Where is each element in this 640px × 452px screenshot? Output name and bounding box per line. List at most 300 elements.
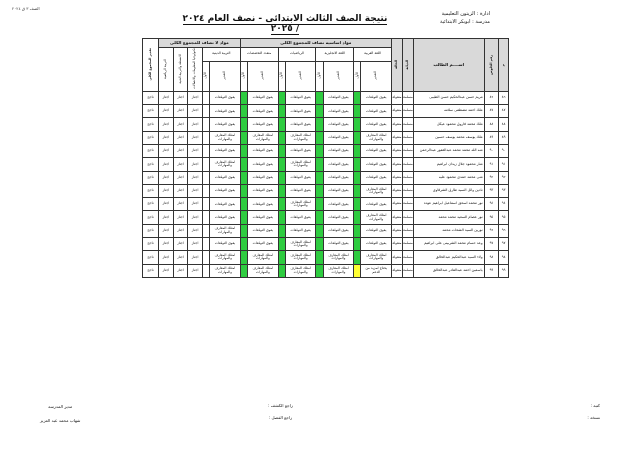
- table-row: [143, 211, 509, 224]
- row-arabic-level-cell: [354, 145, 361, 158]
- row-status-cell: منقولة: [391, 224, 402, 237]
- row-seat-cell: ٩٠: [484, 145, 499, 158]
- row-ict-cell: اجتاز: [188, 264, 203, 277]
- row-index-cell: ٩٢: [499, 171, 509, 184]
- row-arabic-level-cell: [354, 251, 361, 264]
- footer-copied-by: نسخه :: [587, 415, 600, 420]
- row-sport-cell: اجتاز: [159, 224, 174, 237]
- row-english-level-cell: [316, 184, 323, 197]
- row-discover-level-cell: [240, 238, 247, 251]
- table-row: [143, 118, 509, 131]
- row-art-cell: اجتاز: [173, 171, 188, 184]
- row-english-level-cell: [316, 118, 323, 131]
- vert-head-sport-label: التربية الرياضية: [163, 58, 168, 79]
- row-discover-grade-cell: يفوق التوقعات: [248, 238, 278, 251]
- row-religion-grade-cell: يفوق التوقعات: [210, 118, 240, 131]
- results-table: [142, 38, 509, 278]
- row-arabic-grade-cell: يفوق التوقعات: [361, 105, 391, 118]
- row-english-grade-cell: يفوق التوقعات: [323, 145, 353, 158]
- row-religion-grade-cell: يفوق التوقعات: [210, 198, 240, 211]
- total-grade-label: تقدير المجموع الكلى: [147, 48, 152, 81]
- row-discover-grade-cell: يفوق التوقعات: [248, 105, 278, 118]
- row-index-cell: ٩٦: [499, 224, 509, 237]
- row-seat-cell: ٩٤: [484, 198, 499, 211]
- row-discover-grade-cell: امتلك المعارف والمهارات: [248, 131, 278, 144]
- col-religion-head: [402, 39, 413, 92]
- row-math-level-cell: [278, 118, 285, 131]
- row-name-cell: ياسمين احمد عبدالقادر عبدالخالق: [413, 264, 484, 277]
- table-row: [143, 145, 509, 158]
- sub-first-head: [316, 61, 323, 91]
- col-index-head: [499, 39, 509, 92]
- row-religion-grade-cell: امتلك المعارف والمهارات: [210, 131, 240, 144]
- table-row: [143, 224, 509, 237]
- col-name-head: اســــم الطالب: [413, 39, 484, 92]
- row-total-cell: ناجح: [143, 145, 159, 158]
- table-row: [143, 251, 509, 264]
- row-discover-level-cell: [240, 91, 247, 104]
- row-english-level-cell: [316, 264, 323, 277]
- row-seat-cell: ٩٩: [484, 264, 499, 277]
- col-status-head: [391, 39, 402, 92]
- row-name-cell: ملك احمد مصطفى سلامه: [413, 105, 484, 118]
- sub-first-head: [278, 61, 285, 91]
- subject-discover-head: متعدد التخصصات: [240, 48, 278, 62]
- row-religion-level-cell: [202, 211, 209, 224]
- row-religion-cell: مسلمة: [402, 264, 413, 277]
- row-status-cell: منقولة: [391, 145, 402, 158]
- row-total-cell: ناجح: [143, 211, 159, 224]
- row-art-cell: اجتاز: [173, 251, 188, 264]
- row-art-cell: اجتاز: [173, 91, 188, 104]
- row-english-grade-cell: يفوق التوقعات: [323, 224, 353, 237]
- row-arabic-grade-cell: يفوق التوقعات: [361, 224, 391, 237]
- row-sport-cell: اجتاز: [159, 264, 174, 277]
- row-status-cell: منقولة: [391, 184, 402, 197]
- col-index-label: م: [500, 63, 505, 67]
- row-religion-grade-cell: يفوق التوقعات: [210, 91, 240, 104]
- row-religion-cell: مسلمة: [402, 118, 413, 131]
- row-religion-level-cell: [202, 224, 209, 237]
- row-name-cell: منه الله محمد محمد عبدالغفور عبدالرحمن: [413, 145, 484, 158]
- row-english-grade-cell: يفوق التوقعات: [323, 105, 353, 118]
- row-religion-grade-cell: امتلك المعارف والمهارات: [210, 224, 240, 237]
- row-religion-cell: مسلمة: [402, 145, 413, 158]
- row-math-grade-cell: يفوق التوقعات: [285, 224, 315, 237]
- row-name-cell: منى محمد حمدى محمود عليه: [413, 171, 484, 184]
- row-arabic-level-cell: [354, 198, 361, 211]
- sub-grade-head: [248, 61, 278, 91]
- header-info: [440, 10, 490, 26]
- row-discover-level-cell: [240, 264, 247, 277]
- row-total-cell: ناجح: [143, 198, 159, 211]
- row-religion-cell: مسلمة: [402, 184, 413, 197]
- row-religion-level-cell: [202, 171, 209, 184]
- row-total-cell: ناجح: [143, 91, 159, 104]
- row-math-grade-cell: امتلك المعارف والمهارات: [285, 158, 315, 171]
- table-head: [143, 39, 509, 92]
- row-math-level-cell: [278, 145, 285, 158]
- row-math-level-cell: [278, 264, 285, 277]
- row-index-cell: ٩٠: [499, 145, 509, 158]
- row-arabic-grade-cell: امتلك المعارف والمهارات: [361, 131, 391, 144]
- row-math-grade-cell: امتلك المعارف والمهارات: [285, 198, 315, 211]
- row-math-grade-cell: يفوق التوقعات: [285, 105, 315, 118]
- row-arabic-level-cell: [354, 264, 361, 277]
- row-seat-cell: ٩٧: [484, 238, 499, 251]
- row-discover-grade-cell: يفوق التوقعات: [248, 198, 278, 211]
- row-seat-cell: ٩٨: [484, 251, 499, 264]
- row-religion-level-cell: [202, 158, 209, 171]
- row-english-level-cell: [316, 131, 323, 144]
- row-english-grade-cell: يفوق التوقعات: [323, 131, 353, 144]
- row-religion-cell: مسلمة: [402, 131, 413, 144]
- row-seat-cell: ٨٦: [484, 91, 499, 104]
- sub-grade-label: التقدير: [260, 71, 265, 80]
- row-english-grade-cell: يفوق التوقعات: [323, 198, 353, 211]
- row-sport-cell: اجتاز: [159, 251, 174, 264]
- row-status-cell: منقولة: [391, 118, 402, 131]
- sub-first-label: الأول: [354, 72, 359, 79]
- sub-first-label: الأول: [203, 72, 208, 79]
- table-row: [143, 198, 509, 211]
- page-label: الصف ٣ ق ٢٠٢٤: [12, 6, 40, 11]
- row-ict-cell: اجتاز: [188, 211, 203, 224]
- group-basic-head: مواد اساسية تضاف للمجموع الكلى: [240, 39, 391, 48]
- row-arabic-level-cell: [354, 238, 361, 251]
- row-total-cell: ناجح: [143, 118, 159, 131]
- row-arabic-grade-cell: امتلك المعارف والمهارات: [361, 251, 391, 264]
- row-religion-cell: مسلمة: [402, 198, 413, 211]
- row-math-level-cell: [278, 158, 285, 171]
- row-religion-cell: مسلمة: [402, 238, 413, 251]
- row-ict-cell: اجتاز: [188, 251, 203, 264]
- row-religion-level-cell: [202, 184, 209, 197]
- row-arabic-grade-cell: يفوق التوقعات: [361, 158, 391, 171]
- row-seat-cell: ٨٩: [484, 131, 499, 144]
- row-art-cell: اجتاز: [173, 118, 188, 131]
- row-math-level-cell: [278, 171, 285, 184]
- total-grade-head: [143, 39, 159, 92]
- row-discover-grade-cell: يفوق التوقعات: [248, 171, 278, 184]
- row-math-grade-cell: يفوق التوقعات: [285, 145, 315, 158]
- row-arabic-level-cell: [354, 91, 361, 104]
- row-religion-grade-cell: امتلك المعارف والمهارات: [210, 251, 240, 264]
- row-ict-cell: اجتاز: [188, 158, 203, 171]
- row-english-grade-cell: يفوق التوقعات: [323, 158, 353, 171]
- row-ict-cell: اجتاز: [188, 145, 203, 158]
- row-math-level-cell: [278, 224, 285, 237]
- sub-grade-head: [323, 61, 353, 91]
- row-status-cell: منقولة: [391, 158, 402, 171]
- row-religion-cell: مسلمة: [402, 171, 413, 184]
- row-religion-level-cell: [202, 198, 209, 211]
- row-discover-level-cell: [240, 145, 247, 158]
- table-row: [143, 91, 509, 104]
- row-seat-cell: ٩٥: [484, 211, 499, 224]
- row-discover-level-cell: [240, 251, 247, 264]
- row-math-grade-cell: يفوق التوقعات: [285, 211, 315, 224]
- row-english-level-cell: [316, 224, 323, 237]
- row-english-grade-cell: يفوق التوقعات: [323, 171, 353, 184]
- vert-head-art-label: الانشطة والتربية الفنية: [177, 53, 182, 84]
- row-english-level-cell: [316, 198, 323, 211]
- row-sport-cell: اجتاز: [159, 131, 174, 144]
- footer-middle: [268, 400, 293, 424]
- row-religion-cell: مسلمة: [402, 158, 413, 171]
- row-index-cell: ٩٨: [499, 251, 509, 264]
- row-discover-level-cell: [240, 158, 247, 171]
- row-seat-cell: ٨٨: [484, 118, 499, 131]
- row-discover-grade-cell: يفوق التوقعات: [248, 91, 278, 104]
- row-arabic-level-cell: [354, 224, 361, 237]
- row-religion-grade-cell: يفوق التوقعات: [210, 145, 240, 158]
- row-discover-grade-cell: يفوق التوقعات: [248, 224, 278, 237]
- row-arabic-grade-cell: يحتاج لمزيد من الدعم: [361, 264, 391, 277]
- row-math-grade-cell: يفوق التوقعات: [285, 118, 315, 131]
- row-total-cell: ناجح: [143, 171, 159, 184]
- vert-head-art: [173, 48, 188, 92]
- footer-review-class: راجع الفصل :: [268, 415, 293, 420]
- row-english-level-cell: [316, 211, 323, 224]
- row-discover-level-cell: [240, 118, 247, 131]
- subject-english-head: اللغة الانجليزية: [316, 48, 354, 62]
- row-index-cell: ٨٧: [499, 105, 509, 118]
- row-discover-level-cell: [240, 171, 247, 184]
- row-sport-cell: اجتاز: [159, 211, 174, 224]
- group-nonadd-head: مواد لا تضاف للمجموع الكلى: [159, 39, 241, 48]
- row-sport-cell: اجتاز: [159, 145, 174, 158]
- row-arabic-grade-cell: يفوق التوقعات: [361, 171, 391, 184]
- row-math-level-cell: [278, 91, 285, 104]
- row-english-level-cell: [316, 158, 323, 171]
- sub-grade-label: التقدير: [335, 71, 340, 80]
- row-art-cell: اجتاز: [173, 131, 188, 144]
- row-religion-grade-cell: امتلك المعارف والمهارات: [210, 158, 240, 171]
- row-religion-grade-cell: يفوق التوقعات: [210, 238, 240, 251]
- row-name-cell: نور عصام السعيد محمد محمد: [413, 211, 484, 224]
- row-index-cell: ٩١: [499, 158, 509, 171]
- row-discover-grade-cell: امتلك المعارف والمهارات: [248, 251, 278, 264]
- row-ict-cell: اجتاز: [188, 118, 203, 131]
- row-ict-cell: اجتاز: [188, 91, 203, 104]
- row-arabic-grade-cell: يفوق التوقعات: [361, 238, 391, 251]
- table-body: [143, 91, 509, 277]
- row-discover-level-cell: [240, 224, 247, 237]
- row-ict-cell: اجتاز: [188, 105, 203, 118]
- header-school: مدرسة : ابوبكر الابتدائية: [439, 19, 490, 25]
- row-math-level-cell: [278, 105, 285, 118]
- page-title: [180, 14, 390, 34]
- row-ict-cell: اجتاز: [188, 184, 203, 197]
- row-ict-cell: اجتاز: [188, 171, 203, 184]
- row-religion-grade-cell: يفوق التوقعات: [210, 105, 240, 118]
- row-total-cell: ناجح: [143, 105, 159, 118]
- row-seat-cell: ٩٦: [484, 224, 499, 237]
- row-english-level-cell: [316, 145, 323, 158]
- row-name-cell: منار محمود جلال زيدان ابراهيم: [413, 158, 484, 171]
- row-name-cell: ولاء السيد عبدالحكيم عبدالخالق: [413, 251, 484, 264]
- row-discover-level-cell: [240, 105, 247, 118]
- row-art-cell: اجتاز: [173, 264, 188, 277]
- row-art-cell: اجتاز: [173, 224, 188, 237]
- row-discover-level-cell: [240, 198, 247, 211]
- row-discover-level-cell: [240, 184, 247, 197]
- row-status-cell: منقولة: [391, 211, 402, 224]
- row-total-cell: ناجح: [143, 224, 159, 237]
- row-math-level-cell: [278, 211, 285, 224]
- row-math-level-cell: [278, 131, 285, 144]
- sub-first-head: [354, 61, 361, 91]
- row-sport-cell: اجتاز: [159, 105, 174, 118]
- vert-head-sport: [159, 48, 174, 92]
- results-table-wrapper: [142, 38, 509, 274]
- row-sport-cell: اجتاز: [159, 238, 174, 251]
- row-total-cell: ناجح: [143, 264, 159, 277]
- table-row: [143, 264, 509, 277]
- row-name-cell: مريم حسن عبدالحكيم حسن الطيبى: [413, 91, 484, 104]
- row-math-grade-cell: يفوق التوقعات: [285, 184, 315, 197]
- row-discover-grade-cell: يفوق التوقعات: [248, 184, 278, 197]
- row-index-cell: ٩٣: [499, 184, 509, 197]
- sub-first-head: [240, 61, 247, 91]
- row-english-grade-cell: امتلك المعارف والمهارات: [323, 264, 353, 277]
- col-status-label: الحالة: [394, 60, 399, 70]
- row-art-cell: اجتاز: [173, 145, 188, 158]
- row-ict-cell: اجتاز: [188, 198, 203, 211]
- sub-grade-head: [361, 61, 391, 91]
- vert-head-ict-label: تكنولوجيا المعلومات والاتصالات: [192, 48, 197, 90]
- sub-grade-label: التقدير: [297, 71, 302, 80]
- row-english-level-cell: [316, 105, 323, 118]
- row-name-cell: نادين وائل السيد طارق الشرقاوى: [413, 184, 484, 197]
- row-arabic-level-cell: [354, 118, 361, 131]
- col-seat-label: رقم الجلوس: [488, 54, 493, 75]
- row-math-grade-cell: يفوق التوقعات: [285, 91, 315, 104]
- row-religion-cell: مسلمة: [402, 105, 413, 118]
- row-art-cell: اجتاز: [173, 184, 188, 197]
- row-arabic-grade-cell: يفوق التوقعات: [361, 198, 391, 211]
- row-discover-grade-cell: يفوق التوقعات: [248, 118, 278, 131]
- row-sport-cell: اجتاز: [159, 158, 174, 171]
- row-arabic-grade-cell: يفوق التوقعات: [361, 118, 391, 131]
- row-sport-cell: اجتاز: [159, 171, 174, 184]
- row-religion-cell: مسلمة: [402, 91, 413, 104]
- row-total-cell: ناجح: [143, 238, 159, 251]
- row-index-cell: ٨٦: [499, 91, 509, 104]
- sub-first-label: الأول: [278, 72, 283, 79]
- footer-review-list: راجع الكشف :: [268, 403, 293, 408]
- row-arabic-level-cell: [354, 158, 361, 171]
- sub-grade-label: التقدير: [222, 71, 227, 80]
- row-index-cell: ٨٩: [499, 131, 509, 144]
- footer-principal-title: مدير المدرسة: [48, 404, 73, 409]
- row-math-level-cell: [278, 184, 285, 197]
- table-row: [143, 131, 509, 144]
- row-sport-cell: اجتاز: [159, 198, 174, 211]
- row-ict-cell: اجتاز: [188, 238, 203, 251]
- row-math-level-cell: [278, 238, 285, 251]
- row-discover-grade-cell: امتلك المعارف والمهارات: [248, 264, 278, 277]
- row-status-cell: منقولة: [391, 105, 402, 118]
- row-arabic-level-cell: [354, 211, 361, 224]
- sub-first-label: الأول: [241, 72, 246, 79]
- row-art-cell: اجتاز: [173, 211, 188, 224]
- row-status-cell: منقولة: [391, 251, 402, 264]
- subject-religion-head: التربية الدينية: [202, 48, 240, 62]
- row-english-level-cell: [316, 238, 323, 251]
- header-directorate: ادارة : الزيتون التعليمية: [441, 11, 490, 17]
- row-name-cell: نور محمد اسحق اسماعيل ابراهيم عوده: [413, 198, 484, 211]
- row-discover-grade-cell: يفوق التوقعات: [248, 158, 278, 171]
- row-name-cell: ملك محمد فاروق محمود عيكل: [413, 118, 484, 131]
- table-row: [143, 105, 509, 118]
- table-row: [143, 238, 509, 251]
- row-status-cell: منقولة: [391, 264, 402, 277]
- row-ict-cell: اجتاز: [188, 131, 203, 144]
- row-math-grade-cell: يفوق التوقعات: [285, 171, 315, 184]
- row-index-cell: ٨٨: [499, 118, 509, 131]
- row-arabic-level-cell: [354, 131, 361, 144]
- row-english-level-cell: [316, 251, 323, 264]
- row-status-cell: منقولة: [391, 91, 402, 104]
- row-math-level-cell: [278, 198, 285, 211]
- row-religion-level-cell: [202, 118, 209, 131]
- row-math-grade-cell: امتلك المعارف والمهارات: [285, 131, 315, 144]
- row-discover-grade-cell: يفوق التوقعات: [248, 145, 278, 158]
- row-arabic-grade-cell: يفوق التوقعات: [361, 145, 391, 158]
- footer-left: [40, 400, 80, 428]
- row-sport-cell: اجتاز: [159, 91, 174, 104]
- row-arabic-level-cell: [354, 184, 361, 197]
- row-arabic-grade-cell: يفوق التوقعات: [361, 91, 391, 104]
- row-religion-cell: مسلمة: [402, 224, 413, 237]
- row-status-cell: منقولة: [391, 238, 402, 251]
- row-english-grade-cell: يفوق التوقعات: [323, 118, 353, 131]
- table-row: [143, 184, 509, 197]
- sub-grade-head: [285, 61, 315, 91]
- row-religion-grade-cell: امتلك المعارف والمهارات: [210, 264, 240, 277]
- row-seat-cell: ٩١: [484, 158, 499, 171]
- footer-principal-name: شهاب محمد عبد العزيز: [40, 418, 81, 423]
- row-religion-level-cell: [202, 105, 209, 118]
- row-discover-grade-cell: يفوق التوقعات: [248, 211, 278, 224]
- sub-first-head: [202, 61, 209, 91]
- row-math-grade-cell: امتلك المعارف والمهارات: [285, 251, 315, 264]
- subject-arabic-head: اللغة العربية: [354, 48, 392, 62]
- row-index-cell: ٩٧: [499, 238, 509, 251]
- row-english-level-cell: [316, 171, 323, 184]
- footer-right: [587, 400, 600, 424]
- row-index-cell: ٩٥: [499, 211, 509, 224]
- row-english-grade-cell: امتلك المعارف والمهارات: [323, 251, 353, 264]
- row-status-cell: منقولة: [391, 131, 402, 144]
- footer-written-by: كتبه :: [590, 403, 600, 408]
- row-religion-level-cell: [202, 131, 209, 144]
- row-math-grade-cell: امتلك المعارف والمهارات: [285, 264, 315, 277]
- row-math-level-cell: [278, 251, 285, 264]
- row-arabic-level-cell: [354, 105, 361, 118]
- row-religion-level-cell: [202, 238, 209, 251]
- row-english-grade-cell: يفوق التوقعات: [323, 184, 353, 197]
- col-seat-head: [484, 39, 499, 92]
- row-religion-grade-cell: يفوق التوقعات: [210, 171, 240, 184]
- row-sport-cell: اجتاز: [159, 184, 174, 197]
- row-art-cell: اجتاز: [173, 105, 188, 118]
- row-arabic-level-cell: [354, 171, 361, 184]
- row-english-grade-cell: يفوق التوقعات: [323, 211, 353, 224]
- col-religion-label: الديانة: [405, 59, 410, 70]
